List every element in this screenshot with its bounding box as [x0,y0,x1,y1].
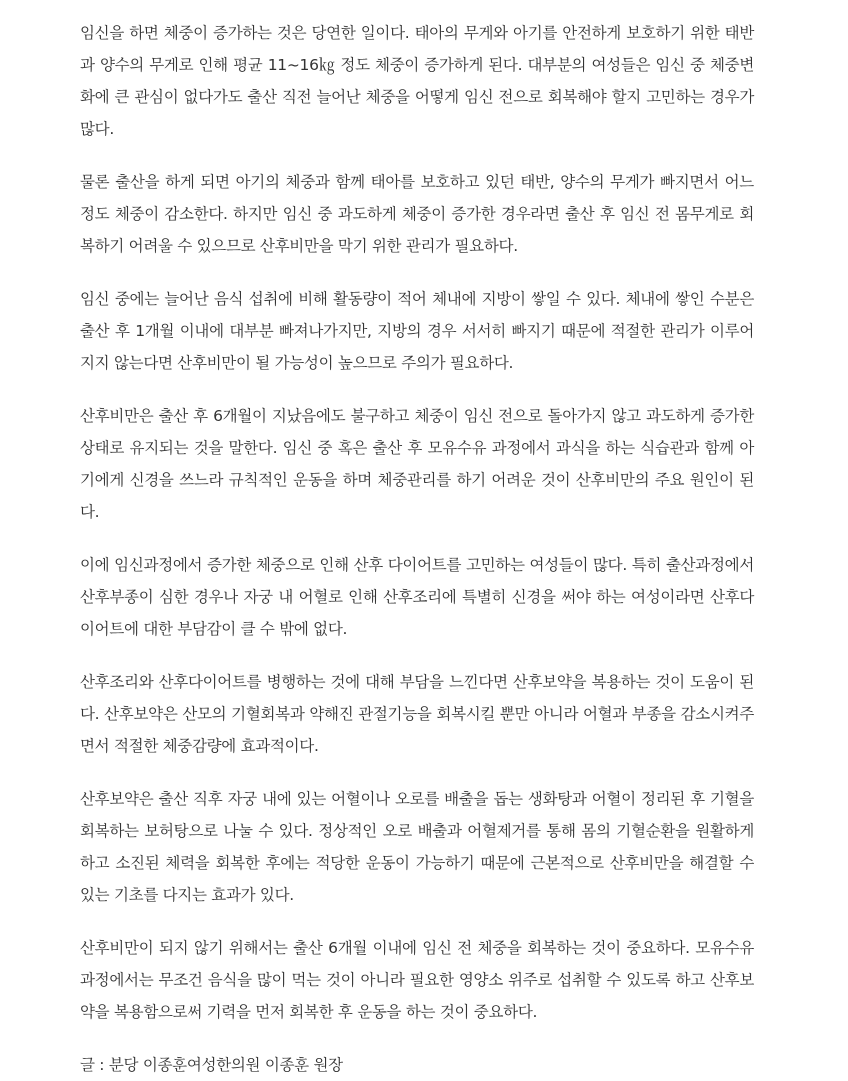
article-paragraph-4: 산후비만은 출산 후 6개월이 지났음에도 불구하고 체중이 임신 전으로 돌아가지 않고 과도하게 증가한 상태로 유지되는 것을 말한다. 임신 중 혹은 출산 후 모유수유 과정에서 과식을 하는 식습관과 함께 아기에게 신경을 쓰느라 규칙적인 운동을 하며 체중관리를 하기 어려운 것이 산후비만의 주요 원인이 된다. [80,407,754,521]
article-byline: 글 : 분당 이종훈여성한의원 이종훈 원장 [80,1056,343,1074]
article-paragraph-6: 산후조리와 산후다이어트를 병행하는 것에 대해 부담을 느낀다면 산후보약을 복용하는 것이 도움이 된다. 산후보약은 산모의 기혈회복과 약해진 관절기능을 회복시킬 뿐만 아니라 어혈과 부종을 감소시켜주면서 적절한 체중감량에 효과적이다. [80,673,754,755]
article-paragraph-8: 산후비만이 되지 않기 위해서는 출산 6개월 이내에 임신 전 체중을 회복하는 것이 중요하다. 모유수유 과정에서는 무조건 음식을 많이 먹는 것이 아니라 필요한 영양소 위주로 섭취할 수 있도록 하고 산후보약을 복용함으로써 기력을 먼저 회복한 후 운동을 하는 것이 중요하다. [80,939,754,1021]
article-paragraph-5: 이에 임신과정에서 증가한 체중으로 인해 산후 다이어트를 고민하는 여성들이 많다. 특히 출산과정에서 산후부종이 심한 경우나 자궁 내 어혈로 인해 산후조리에 특별히 신경을 써야 하는 여성이라면 산후다이어트에 대한 부담감이 클 수 밖에 없다. [80,556,754,638]
article-paragraph-7: 산후보약은 출산 직후 자궁 내에 있는 어혈이나 오로를 배출을 돕는 생화탕과 어혈이 정리된 후 기혈을 회복하는 보허탕으로 나눌 수 있다. 정상적인 오로 배출과 어혈제거를 통해 몸의 기혈순환을 원활하게 하고 소진된 체력을 회복한 후에는 적당한 운동이 가능하기 때문에 근본적으로 산후비만을 해결할 수 있는 기초를 다지는 효과가 있다. [80,790,754,904]
article-paragraph-3: 임신 중에는 늘어난 음식 섭취에 비해 활동량이 적어 체내에 지방이 쌓일 수 있다. 체내에 쌓인 수분은 출산 후 1개월 이내에 대부분 빠져나가지만, 지방의 경우 서서히 빠지기 때문에 적절한 관리가 이루어지지 않는다면 산후비만이 될 가능성이 높으므로 주의가 필요하다. [80,290,754,372]
article-paragraph-1: 임신을 하면 체중이 증가하는 것은 당연한 일이다. 태아의 무게와 아기를 안전하게 보호하기 위한 태반과 양수의 무게로 인해 평균 11~16㎏ 정도 체중이 증가하게 된다. 대부분의 여성들은 임신 중 체중변화에 큰 관심이 없다가도 출산 직전 늘어난 체중을 어떻게 임신 전으로 회복해야 할지 고민하는 경우가 많다. [80,24,754,138]
article-paragraph-2: 물론 출산을 하게 되면 아기의 체중과 함께 태아를 보호하고 있던 태반, 양수의 무게가 빠지면서 어느 정도 체중이 감소한다. 하지만 임신 중 과도하게 체중이 증가한 경우라면 출산 후 임신 전 몸무게로 회복하기 어려울 수 있으므로 산후비만을 막기 위한 관리가 필요하다. [80,173,754,255]
